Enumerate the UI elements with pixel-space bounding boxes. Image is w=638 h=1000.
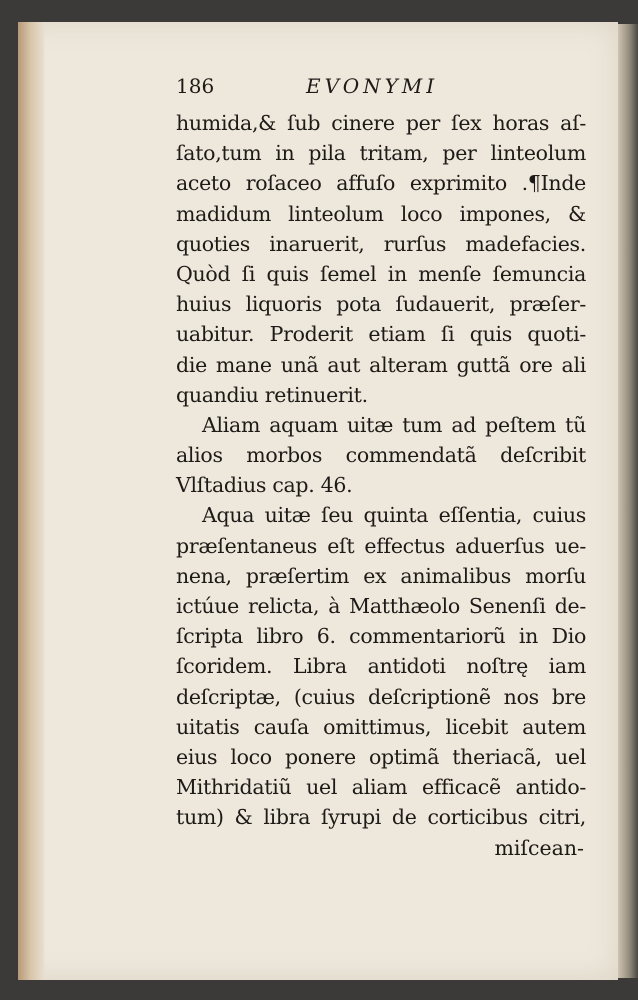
- text-line: die mane unã aut alteram guttã ore ali: [176, 352, 586, 377]
- text-line: ictúue relicta, à Matthæolo Senenſi de-: [176, 594, 586, 618]
- text-line: Aliam aquam uitæ tum ad peſtem tũ: [202, 412, 586, 437]
- page-header: [176, 74, 586, 108]
- text-line: nena, præſertim ex animalibus morſu: [176, 563, 586, 588]
- page-edge-shadow: [618, 24, 638, 978]
- catchword: miſcean-: [494, 835, 584, 860]
- text-line: aceto roſaceo affuſo exprimito .¶Inde: [176, 171, 586, 196]
- text-line: Vlſtadius cap. 46.: [176, 473, 353, 498]
- text-line: uabitur. Proderit etiam ſi quis quoti-: [176, 322, 586, 347]
- page-number: 186: [176, 74, 215, 98]
- text-line: humida,& ſub cinere per ſex horas aſ-: [176, 111, 586, 135]
- text-line: ſcoridem. Libra antidoti noſtrę iam: [176, 654, 586, 679]
- running-head: EVONYMI: [306, 74, 439, 98]
- text-line: Aqua uitæ ſeu quinta eſſentia, cuius: [202, 503, 586, 528]
- text-line: eius loco ponere optimã theriacã, uel: [176, 744, 586, 769]
- text-line: deſcriptæ, (cuius deſcriptionẽ nos bre: [176, 684, 586, 709]
- text-line: huius liquoris pota ſudauerit, præſer-: [176, 292, 586, 317]
- text-line: Quòd ſi quis ſemel in menſe ſemuncia: [176, 261, 586, 286]
- text-block: [176, 74, 586, 863]
- text-line: quandiu retinuerit.: [176, 382, 368, 407]
- text-line: madidum linteolum loco impones, &: [176, 201, 586, 226]
- text-line: tum) & libra ſyrupi de corticibus citri,: [176, 805, 586, 830]
- text-line: Mithridatiũ uel aliam efficacẽ antido-: [176, 775, 586, 800]
- text-line: alios morbos commendatã deſcribit: [176, 443, 586, 468]
- text-line: ſato,tum in pila tritam, per linteolum: [176, 141, 586, 166]
- text-line: præſentaneus eſt effectus aduerſus ue-: [176, 533, 586, 558]
- page-gutter: [18, 22, 44, 980]
- text-line: ſcripta libro 6. commentariorũ in Dio: [176, 624, 586, 649]
- text-line: uitatis cauſa omittimus, licebit autem: [176, 714, 586, 739]
- text-line: quoties inaruerit, rurſus madefacies.: [176, 231, 586, 256]
